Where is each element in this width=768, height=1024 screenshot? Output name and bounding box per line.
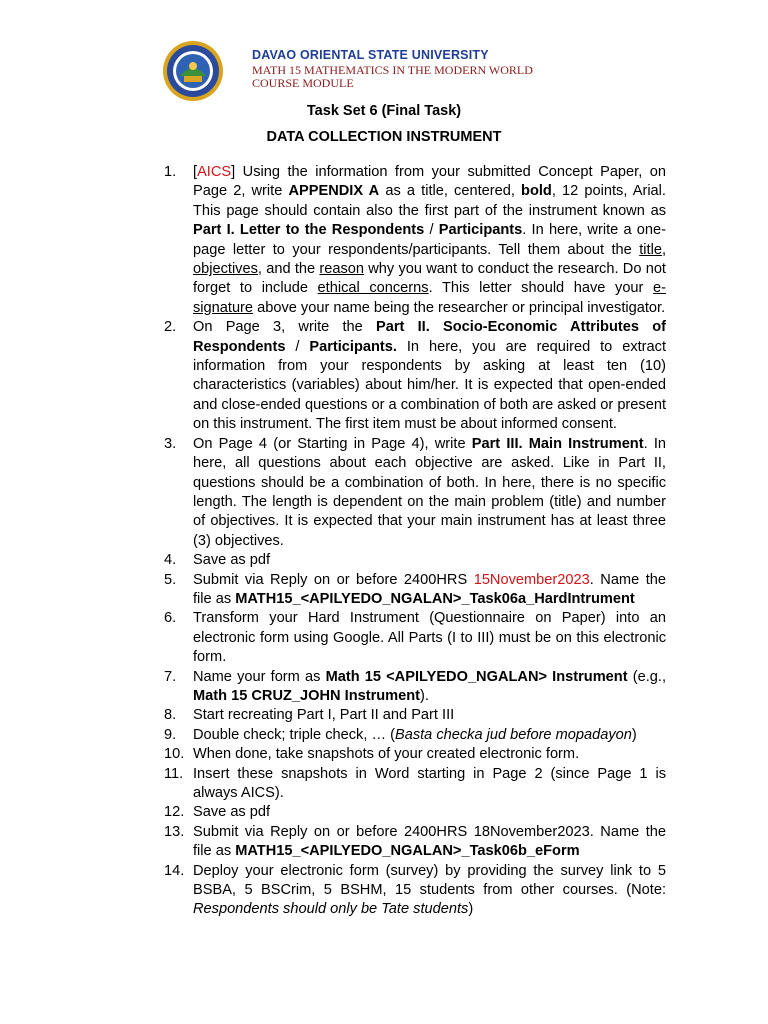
task-item bbox=[0, 745, 768, 764]
document-header bbox=[162, 40, 682, 100]
task-item-text: Submit via Reply on or before 2400HRS 18November2023. Name the file as bbox=[193, 823, 666, 860]
task-item-text: Start recreating Part I, Part II and Part III bbox=[193, 707, 455, 724]
task-item-text: Participants bbox=[438, 222, 523, 239]
task-item-text: ethical concerns bbox=[317, 280, 429, 297]
task-item-text: Save as pdf bbox=[193, 804, 271, 821]
task-item-number: 1. bbox=[164, 164, 177, 180]
task-item-text: ) bbox=[631, 726, 637, 743]
university-seal-logo bbox=[162, 40, 224, 102]
task-item-number: 2. bbox=[164, 319, 177, 336]
task-item-number: 7. bbox=[164, 668, 177, 685]
task-item-text: Deploy your electronic form (survey) by providing the survey link to 5 BSBA, 5 BSCrim, 5 BSHM, 15 students from other courses. (Note: bbox=[193, 862, 666, 899]
task-item-number: 6. bbox=[164, 610, 177, 627]
task-item bbox=[0, 318, 768, 434]
task-title: Task Set 6 (Final Task) bbox=[306, 103, 462, 119]
task-item-text: AICS bbox=[197, 164, 232, 180]
task-item-text: When done, take snapshots of your created electronic form. bbox=[193, 746, 580, 763]
task-item-text: On Page 4 (or Starting in Page 4), write bbox=[193, 435, 472, 452]
task-item-text: . Name the file as bbox=[193, 571, 666, 607]
task-item-text: Submit via Reply on or before 2400HRS bbox=[193, 571, 474, 588]
course-title-line2: COURSE MODULE bbox=[252, 76, 354, 90]
task-item-text: e-signature bbox=[193, 280, 666, 316]
task-item-text: Save as pdf bbox=[193, 552, 271, 569]
task-list bbox=[0, 163, 768, 920]
task-item-text: APPENDIX A bbox=[288, 183, 380, 200]
task-item-text: Math 15 CRUZ_JOHN Instrument bbox=[193, 687, 421, 704]
task-item-text: MATH15_<APILYEDO_NGALAN>_Task06a_HardIntrument bbox=[235, 590, 635, 607]
task-item-text: In here, you are required to extract information from your respondents by asking at least ten (10) characteristics (variables) about him/her. It is expected that open-ended and close-ended questions or a combination of both are asked or present on this instrument. The first item must be about informed consent. bbox=[193, 338, 667, 433]
course-title bbox=[252, 64, 533, 90]
task-item-text: / bbox=[285, 338, 310, 355]
task-item-number: 5. bbox=[164, 571, 177, 588]
task-item-number: 10. bbox=[164, 746, 185, 763]
task-item bbox=[0, 765, 768, 804]
task-item-text: bold bbox=[521, 183, 552, 200]
task-item bbox=[0, 823, 768, 862]
task-item bbox=[0, 435, 768, 551]
task-item-text: Transform your Hard Instrument (Questionnaire on Paper) into an electronic form using Google. All Parts (I to III) must be on this electronic form. bbox=[193, 610, 666, 666]
task-item-text: title bbox=[639, 241, 662, 258]
task-item bbox=[0, 862, 768, 920]
task-item-text: [ bbox=[193, 164, 198, 180]
task-item-number: 14. bbox=[164, 862, 185, 879]
task-item-text: Respondents should only be Tate students bbox=[193, 901, 469, 918]
document-title: DATA COLLECTION INSTRUMENT bbox=[266, 129, 502, 145]
task-item-text: above your name being the researcher or principal investigator. bbox=[253, 299, 666, 316]
task-item-text: Part II. Socio-Economic Attributes of Respondents bbox=[193, 319, 666, 355]
task-item bbox=[0, 163, 768, 318]
course-title-line1: MATH 15 MATHEMATICS IN THE MODERN WORLD bbox=[252, 63, 533, 77]
task-item bbox=[0, 609, 768, 667]
task-item bbox=[0, 551, 768, 570]
task-item-text: On Page 3, write the bbox=[193, 319, 376, 336]
task-item-text: as a title, centered, bbox=[379, 183, 522, 200]
task-item-text: . In here, all questions about each objective are asked. Like in Part II, questions should be a combination of both. In here, there is no specific length. The length is dependent on the main problem (title) and number of objectives. It is expected that your main instrument has at least three (3) objectives. bbox=[193, 435, 667, 549]
task-item-text: Participants. bbox=[309, 338, 397, 355]
task-item-number: 4. bbox=[164, 552, 177, 569]
task-item-text: , bbox=[661, 241, 666, 258]
task-item bbox=[0, 726, 768, 745]
task-item-number: 13. bbox=[164, 823, 185, 840]
task-item-text: ] Using the information from your submitted Concept Paper, on Page 2, write bbox=[193, 164, 666, 200]
task-item-text: / bbox=[424, 222, 439, 239]
task-item-text: 15November2023 bbox=[473, 571, 590, 588]
task-item-text: Part III. Main Instrument bbox=[471, 435, 644, 452]
task-item-text: MATH15_<APILYEDO_NGALAN>_Task06b_eForm bbox=[235, 843, 580, 860]
task-item-number: 12. bbox=[164, 804, 185, 821]
university-name: DAVAO ORIENTAL STATE UNIVERSITY bbox=[252, 48, 489, 62]
task-item bbox=[0, 706, 768, 725]
task-item-text: ) bbox=[468, 901, 474, 918]
task-item-text: , 12 points, Arial. This page should contain also the first part of the instrument known as bbox=[193, 183, 666, 219]
task-item-text: , and the bbox=[257, 261, 320, 278]
task-item-number: 8. bbox=[164, 707, 177, 724]
task-item-text: Math 15 <APILYEDO_NGALAN> Instrument bbox=[325, 668, 628, 685]
task-item-text: . In here, write a one-page letter to your respondents/participants. Tell them about the bbox=[193, 222, 666, 258]
task-item-number: 11. bbox=[164, 765, 184, 782]
task-item-text: Double check; triple check, … ( bbox=[193, 726, 395, 743]
task-item-number: 3. bbox=[164, 435, 177, 452]
task-item-text: why you want to conduct the research. Do not forget to include bbox=[193, 261, 666, 297]
task-item-text: . This letter should have your bbox=[428, 280, 654, 297]
task-item-text: Basta checka jud before mopadayon bbox=[394, 726, 632, 743]
task-item-text: Part I. Letter to the Respondents bbox=[193, 222, 425, 239]
task-item-number: 9. bbox=[164, 726, 177, 743]
task-item-text: Name your form as bbox=[193, 668, 326, 685]
task-item bbox=[0, 571, 768, 610]
task-item-text: objectives bbox=[193, 261, 258, 278]
task-item-text: (e.g., bbox=[627, 668, 666, 685]
task-item-text: Insert these snapshots in Word starting in Page 2 (since Page 1 is always AICS). bbox=[193, 765, 666, 801]
task-item-text: ). bbox=[420, 687, 429, 704]
task-item bbox=[0, 803, 768, 822]
task-item bbox=[0, 668, 768, 707]
task-item-text: reason bbox=[319, 261, 364, 278]
